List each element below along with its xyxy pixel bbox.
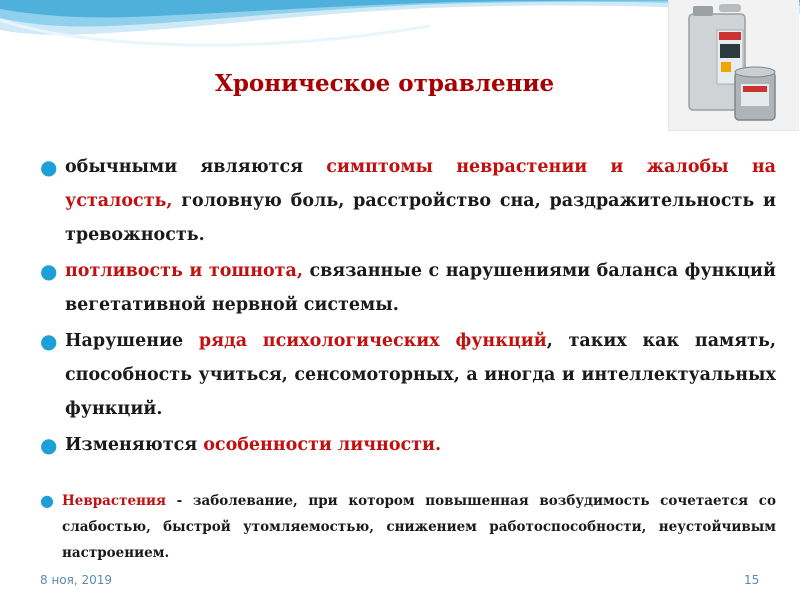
- highlighted-text: симптомы неврастении и жалобы на усталость,: [65, 157, 776, 211]
- bullet-dot-icon: ●: [40, 491, 54, 510]
- bullet-list: [40, 150, 776, 464]
- page-number: 15: [744, 573, 760, 587]
- bullet-dot-icon: ●: [40, 259, 58, 283]
- bullet-item: [40, 428, 776, 462]
- definition-note: [40, 488, 776, 568]
- note-item: [40, 488, 776, 566]
- body-text: Изменяются: [65, 435, 204, 455]
- bullet-dot-icon: ●: [40, 329, 58, 353]
- highlighted-text: ряда психологических функций: [198, 331, 547, 351]
- footer-date: 8 ноя, 2019: [40, 573, 113, 587]
- bullet-dot-icon: ●: [40, 433, 58, 457]
- body-text: - заболевание, при котором повышенная возбудимость сочетается со слабостью, быстрой утомляемостью, снижением работоспособности, неустойчивым настроением.: [62, 493, 776, 561]
- bullet-item: [40, 324, 776, 426]
- solvent-cans-photo: [668, 0, 799, 131]
- highlighted-text: потливость и тошнота,: [65, 261, 303, 281]
- body-text: головную боль, расстройство сна, раздражительность и тревожность.: [65, 191, 776, 245]
- body-text: связанные с нарушениями баланса функций вегетативной нервной системы.: [65, 261, 776, 315]
- slide-title: Хроническое отравление: [215, 70, 555, 97]
- highlighted-text: особенности личности.: [203, 435, 442, 455]
- bullet-dot-icon: ●: [40, 155, 58, 179]
- bullet-item: [40, 150, 776, 252]
- body-text: обычными являются: [65, 157, 327, 177]
- bullet-item: [40, 254, 776, 322]
- body-text: , таких как память, способность учиться, сенсомоторных, а иногда и интеллектуальных функций.: [65, 331, 776, 419]
- body-text: Нарушение: [65, 331, 199, 351]
- highlighted-text: Неврастения: [62, 493, 166, 509]
